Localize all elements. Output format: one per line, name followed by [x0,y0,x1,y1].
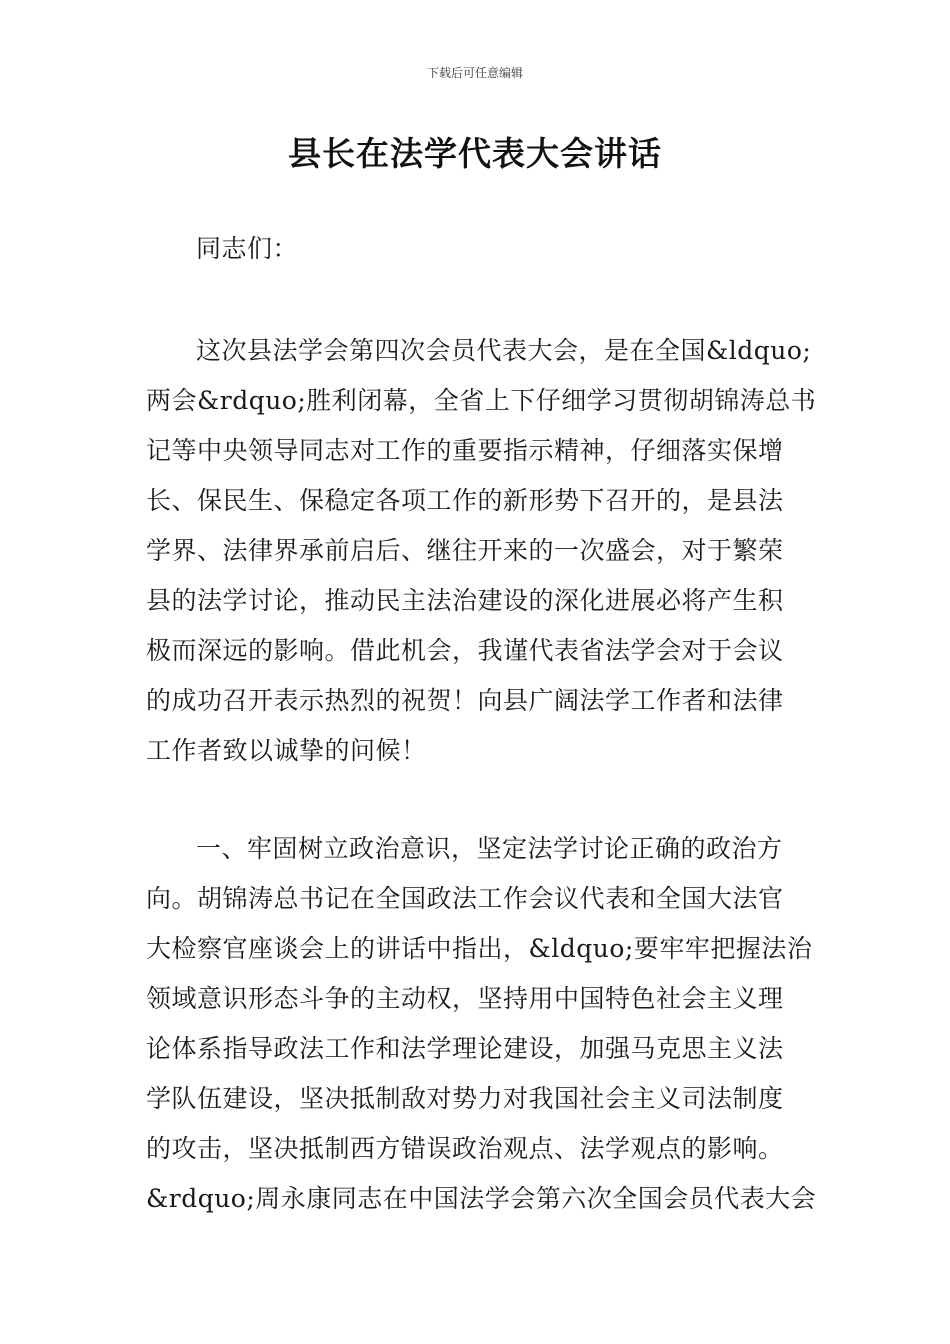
header-note: 下载后可任意编辑 [426,66,523,80]
paragraph-line: 县的法学讨论，推动民主法治建设的深化进展必将产生积 [146,586,784,615]
paragraph-line: 的成功召开表示热烈的祝贺！向县广阔法学工作者和法律 [146,686,784,715]
paragraph-line: &rdquo;周永康同志在中国法学会第六次全国会员代表大会 [146,1184,817,1213]
paragraph-line: 向。胡锦涛总书记在全国政法工作会议代表和全国大法官 [146,884,784,913]
paragraph-line: 学队伍建设，坚决抵制敌对势力对我国社会主义司法制度 [146,1084,784,1113]
paragraph-line: 工作者致以诚挚的问候！ [146,736,427,765]
paragraph-line: 领域意识形态斗争的主动权，坚持用中国特色社会主义理 [146,984,784,1013]
salutation: 同志们： [196,234,299,263]
paragraph-line: 大检察官座谈会上的讲话中指出，&ldquo;要牢牢把握法治 [146,934,813,963]
document-title: 县长在法学代表大会讲话 [288,134,662,173]
paragraph-line: 论体系指导政法工作和法学理论建设，加强马克思主义法 [146,1034,784,1063]
paragraph-line: 记等中央领导同志对工作的重要指示精神，仔细落实保增 [146,436,784,465]
paragraph-line: 学界、法律界承前启后、继往开来的一次盛会，对于繁荣 [146,536,784,565]
paragraph-line: 极而深远的影响。借此机会，我谨代表省法学会对于会议 [146,636,784,665]
paragraph-line: 长、保民生、保稳定各项工作的新形势下召开的，是县法 [146,486,784,515]
paragraph-line: 一、牢固树立政治意识，坚定法学讨论正确的政治方 [196,834,783,863]
paragraph-line: 这次县法学会第四次会员代表大会，是在全国&ldquo; [196,336,812,365]
paragraph-line: 两会&rdquo;胜利闭幕，全省上下仔细学习贯彻胡锦涛总书 [146,386,817,415]
paragraph-line: 的攻击，坚决抵制西方错误政治观点、法学观点的影响。 [146,1134,784,1163]
